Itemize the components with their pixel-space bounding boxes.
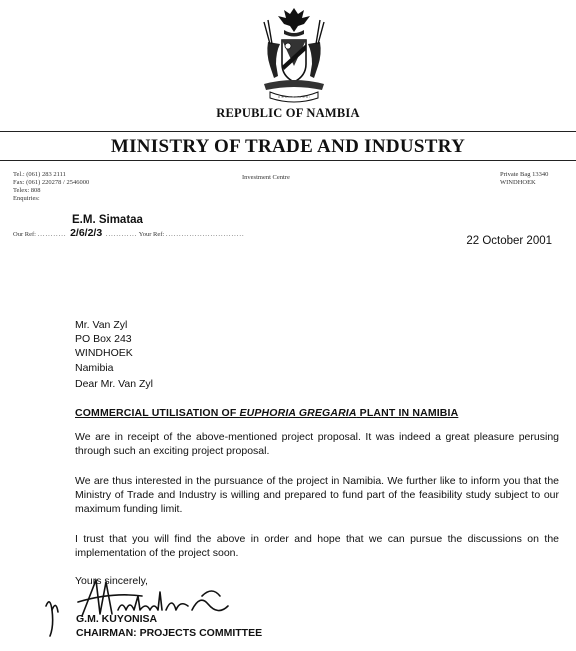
header-divider-bottom (0, 160, 576, 161)
our-ref-value: 2/6/2/3 (70, 227, 103, 239)
postal-line: WINDHOEK (500, 179, 536, 186)
your-ref-label: Your Ref: (138, 231, 165, 238)
ministry-heading: MINISTRY OF TRADE AND INDUSTRY (110, 136, 466, 157)
our-ref-label: Our Ref: (13, 231, 36, 238)
contact-line: Telex: 808 (13, 187, 41, 194)
signatory-name: G.M. KUYONISA (76, 613, 158, 625)
contact-line: Enquiries: (13, 195, 40, 202)
department-label: Investment Centre (242, 174, 290, 181)
header-divider-top (0, 131, 576, 132)
closing: Yours sincerely, (75, 575, 148, 587)
coat-of-arms-icon (258, 4, 330, 106)
reference-row: Our Ref: ........... 2/6/2/3 ............ Your Ref: .............................. (13, 227, 245, 239)
signatory-title: CHAIRMAN: PROJECTS COMMITTEE (76, 627, 263, 639)
salutation: Dear Mr. Van Zyl (75, 378, 153, 390)
address-line: WINDHOEK (75, 347, 133, 360)
body-paragraph: I trust that you will find the above in order and hope that we can pursue the discussions on the implementation of the project soon. (75, 533, 559, 560)
signatory (76, 612, 262, 640)
postal-line: Private Bag 13340 (500, 171, 549, 178)
subject-prefix: COMMERCIAL UTILISATION OF (75, 407, 240, 419)
recipient-address (75, 318, 133, 375)
body-paragraph: We are in receipt of the above-mentioned project proposal. It was indeed a great pleasure perusing through such an exciting project proposal. (75, 431, 559, 458)
contact-details (13, 171, 89, 203)
address-line: PO Box 243 (75, 333, 132, 346)
contact-line: Fax: (061) 220278 / 2546000 (13, 179, 90, 186)
subject-suffix: PLANT IN NAMIBIA (356, 407, 459, 419)
letter-date: 22 October 2001 (466, 235, 552, 247)
address-line: Namibia (75, 361, 114, 374)
address-line: Mr. Van Zyl (75, 319, 128, 331)
subject-line (75, 407, 458, 419)
contact-line: Tel.: (061) 283 2111 (13, 171, 66, 178)
postal-address (500, 171, 548, 187)
subject-species: EUPHORIA GREGARIA (239, 407, 357, 419)
enquiries-name: E.M. Simataa (72, 214, 143, 226)
body-paragraph: We are thus interested in the pursuance of the project in Namibia. We further like to inform you that the Ministry of Trade and Industry is willing and prepared to fund part of the feasibility study subject to our maximum funding limit. (75, 475, 559, 516)
republic-heading: REPUBLIC OF NAMBIA (216, 106, 360, 120)
